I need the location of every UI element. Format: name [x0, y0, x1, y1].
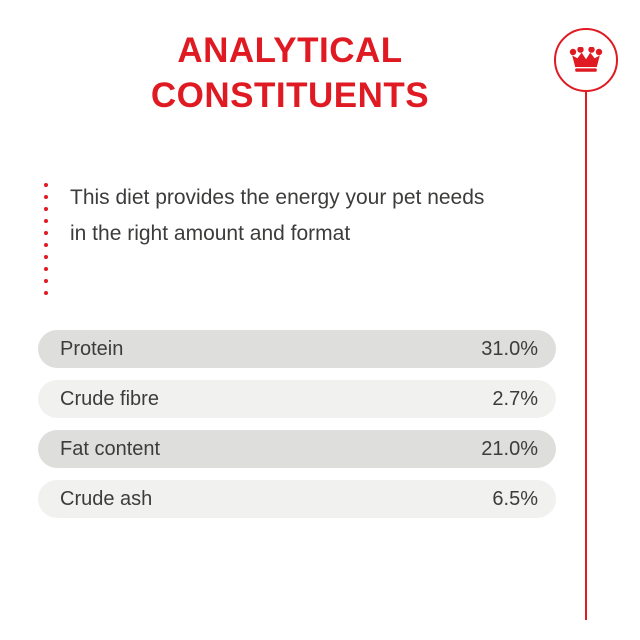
page-title-line-2: CONSTITUENTS	[150, 76, 430, 115]
intro-block	[44, 180, 544, 252]
table-row	[38, 380, 556, 418]
constituent-value: 2.7%	[492, 387, 538, 410]
constituent-label: Crude fibre	[60, 387, 159, 410]
intro-text-line-2: in the right amount and format	[70, 222, 351, 245]
intro-text-line-1: This diet provides the energy your pet needs	[70, 186, 485, 209]
page-title-line-1: ANALYTICAL	[177, 31, 403, 70]
constituent-label: Protein	[60, 337, 124, 360]
dotted-rule-decoration	[44, 183, 48, 267]
table-row	[38, 330, 556, 368]
table-row	[38, 430, 556, 468]
crown-icon	[569, 47, 603, 73]
crown-badge	[554, 28, 618, 92]
page-title	[60, 28, 520, 118]
constituent-value: 6.5%	[492, 487, 538, 510]
badge-vertical-rule	[585, 92, 587, 620]
intro-text	[70, 180, 544, 252]
constituent-value: 21.0%	[481, 437, 538, 460]
constituents-table	[38, 330, 556, 530]
table-row	[38, 480, 556, 518]
constituent-value: 31.0%	[481, 337, 538, 360]
constituent-label: Fat content	[60, 437, 161, 460]
constituent-label: Crude ash	[60, 487, 153, 510]
